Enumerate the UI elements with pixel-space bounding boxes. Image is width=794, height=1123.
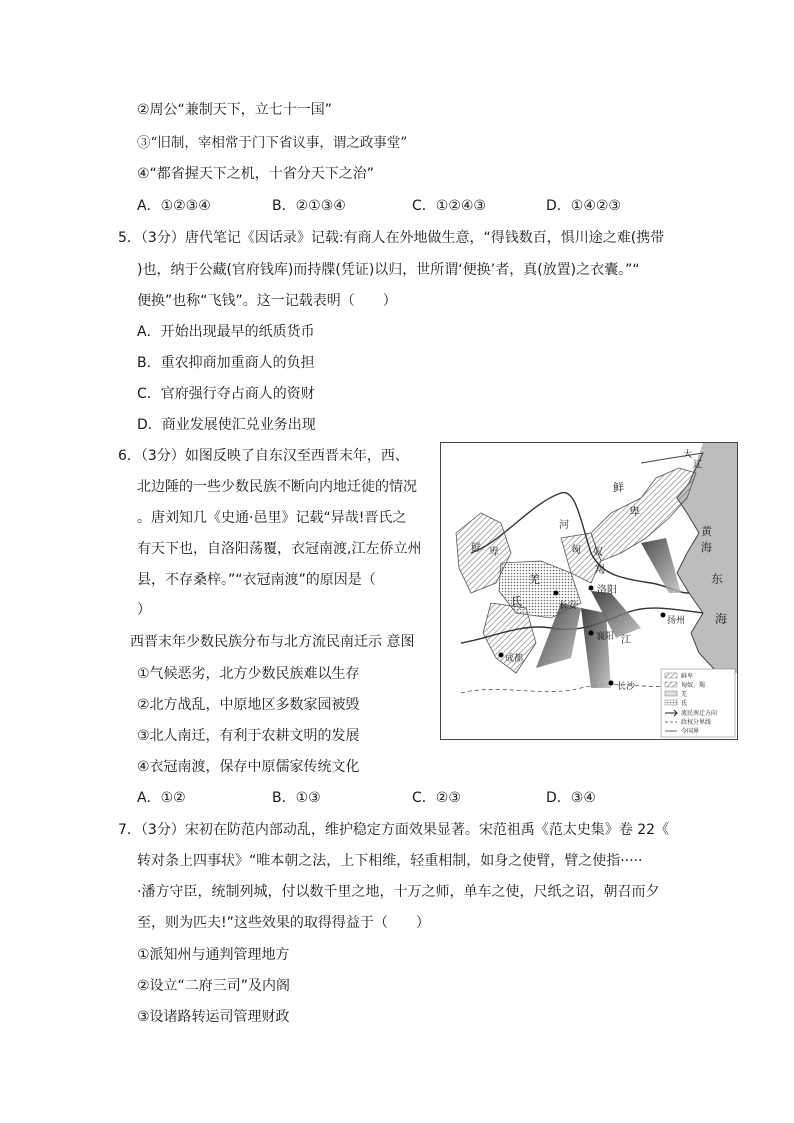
q4-option-b[interactable]: B．②①③④	[272, 198, 346, 214]
q4-item-4: ④“都省握天下之机，十省分天下之治”	[137, 166, 375, 182]
label-xiongnu-2: 奴	[593, 547, 603, 558]
q7-item-2: ②设立“二府三司”及内阁	[137, 978, 291, 994]
legend-item-3: 羌	[681, 691, 688, 698]
q5-stem-line-1: 5．（3分）唐代笔记《因话录》记载:有商人在外地做生意，“得钱数百，惧川途之难(携带	[118, 230, 665, 246]
q5-stem-line-3: 便换”也称“飞钱”。这一记载表明（ ）	[137, 293, 397, 309]
q6-stem-line-6: ）	[137, 602, 151, 618]
boundary-line	[461, 683, 691, 693]
q6-option-c[interactable]: C．②③	[412, 790, 461, 806]
q5-option-c[interactable]: C．官府强行夺占商人的资财	[137, 386, 315, 402]
q6-item-1: ①气候恶劣，北方少数民族难以生存	[137, 666, 360, 682]
label-changsha: 长沙	[617, 682, 636, 692]
label-chengdu: 成都	[505, 654, 524, 664]
q7-item-3: ③设诸路转运司管理财政	[137, 1009, 290, 1025]
label-xiongnu-1: 匈	[571, 545, 581, 556]
q6-stem-line-5: 县，不存桑梓。”“衣冠南渡”的原因是（	[137, 572, 376, 588]
label-jiang: 江	[621, 635, 631, 646]
q4-item-2: ②周公“兼制天下，立七十一国”	[137, 102, 333, 118]
q7-stem-line-1: 7．（3分）宋初在防范内部动乱，维护稳定方面效果显著。宋范祖禹《范太史集》卷 22《	[118, 822, 670, 838]
q6-stem-line-1: 6．（3分）如图反映了自东汉至西晋末年，西、	[118, 448, 409, 464]
label-di: 氐	[511, 595, 522, 608]
q6-item-2: ②北方战乱，中原地区多数家园被毁	[137, 697, 360, 713]
city-luoyang-marker	[589, 586, 594, 591]
city-xiangyang-marker	[589, 631, 594, 636]
city-yangzhou-marker	[661, 613, 666, 618]
q6-item-3: ③北人南迁，有利于农耕文明的发展	[137, 728, 360, 744]
legend-item-1: 鲜卑	[681, 673, 694, 680]
q6-map-caption: 西晋末年少数民族分布与北方流民南迁示 意图	[130, 634, 415, 650]
q6-stem-line-3: 。唐刘知几《史通·邑里》记载“异哉!晋氏之	[137, 510, 407, 526]
q6-stem-line-4: 有天下也，自洛阳荡覆，衣冠南渡,江左侨立州	[137, 541, 422, 557]
label-da: 大	[683, 450, 693, 460]
label-qiang: 羌	[529, 573, 540, 586]
q5-option-d[interactable]: D．商业发展使汇兑业务出现	[137, 417, 316, 433]
legend-item-7: 今国界	[681, 728, 700, 735]
q4-item-3: ③“旧制，宰相常于门下省议事，谓之政事堂”	[137, 135, 408, 151]
legend-item-4: 氐	[681, 700, 688, 707]
q5-option-a[interactable]: A．开始出现最早的纸质货币	[137, 324, 315, 340]
label-xianbei-w: 鲜	[471, 543, 481, 554]
label-jie: 羯	[595, 565, 605, 576]
label-yellow-sea: 黄	[701, 525, 712, 538]
label-he: 河	[559, 520, 569, 531]
q6-stem-line-2: 北边陲的一些少数民族不断向内地迁徙的情况	[137, 479, 417, 495]
q6-item-4: ④衣冠南渡，保存中原儒家传统文化	[137, 759, 360, 775]
q7-stem-line-3: ·潘方守臣，统制列城，付以数千里之地，十万之师，单车之使，尺纸之诏，朝召而夕	[137, 884, 660, 900]
q4-option-a[interactable]: A．①②③④	[137, 198, 211, 214]
city-changan-marker	[554, 591, 559, 596]
label-liao: 辽	[693, 460, 703, 470]
label-luoyang: 洛阳	[597, 585, 617, 596]
legend-item-5: 流民南迁方向	[681, 710, 718, 717]
q5-option-b[interactable]: B．重农抑商加重商人的负担	[137, 355, 315, 371]
label-xiangyang: 襄阳	[596, 632, 615, 642]
q7-item-1: ①派知州与通判管理地方	[137, 947, 290, 963]
legend-item-2: 匈奴、羯	[681, 682, 706, 689]
label-changan: 长安	[559, 601, 578, 611]
q7-stem-line-4: 至，则为匹夫!”这些效果的取得得益于（ ）	[137, 915, 430, 931]
label-xianbei-w2: 卑	[489, 547, 499, 558]
label-xianbei-n: 鲜	[613, 481, 624, 494]
label-dong: 东	[711, 572, 724, 586]
q7-stem-line-2: 转对条上四事状》“唯本朝之法，上下相维，轻重相制，如身之使臂，臂之使指·····	[137, 853, 643, 869]
q4-option-d[interactable]: D．①④②③	[546, 198, 621, 214]
migration-map-svg	[441, 443, 737, 739]
label-hai: 海	[715, 612, 728, 626]
legend-item-6: 政权分界线	[681, 719, 712, 726]
map-legend	[661, 669, 735, 737]
migration-map	[440, 442, 738, 740]
label-xianbei-n2: 卑	[629, 505, 640, 518]
city-chengdu-marker	[499, 653, 504, 658]
q4-option-c[interactable]: C．①②④③	[412, 198, 486, 214]
q6-option-b[interactable]: B．①③	[272, 790, 321, 806]
label-yellow-sea-2: 海	[701, 541, 712, 554]
q6-option-d[interactable]: D．③④	[546, 790, 596, 806]
q5-stem-line-2: )也，纳于公藏(官府钱库)而持牒(凭证)以归，世所谓‘便换’者，真(放置)之衣囊。”“	[137, 262, 640, 278]
city-changsha-marker	[609, 681, 614, 686]
q6-option-a[interactable]: A．①②	[137, 790, 186, 806]
label-yangzhou: 扬州	[667, 616, 686, 626]
